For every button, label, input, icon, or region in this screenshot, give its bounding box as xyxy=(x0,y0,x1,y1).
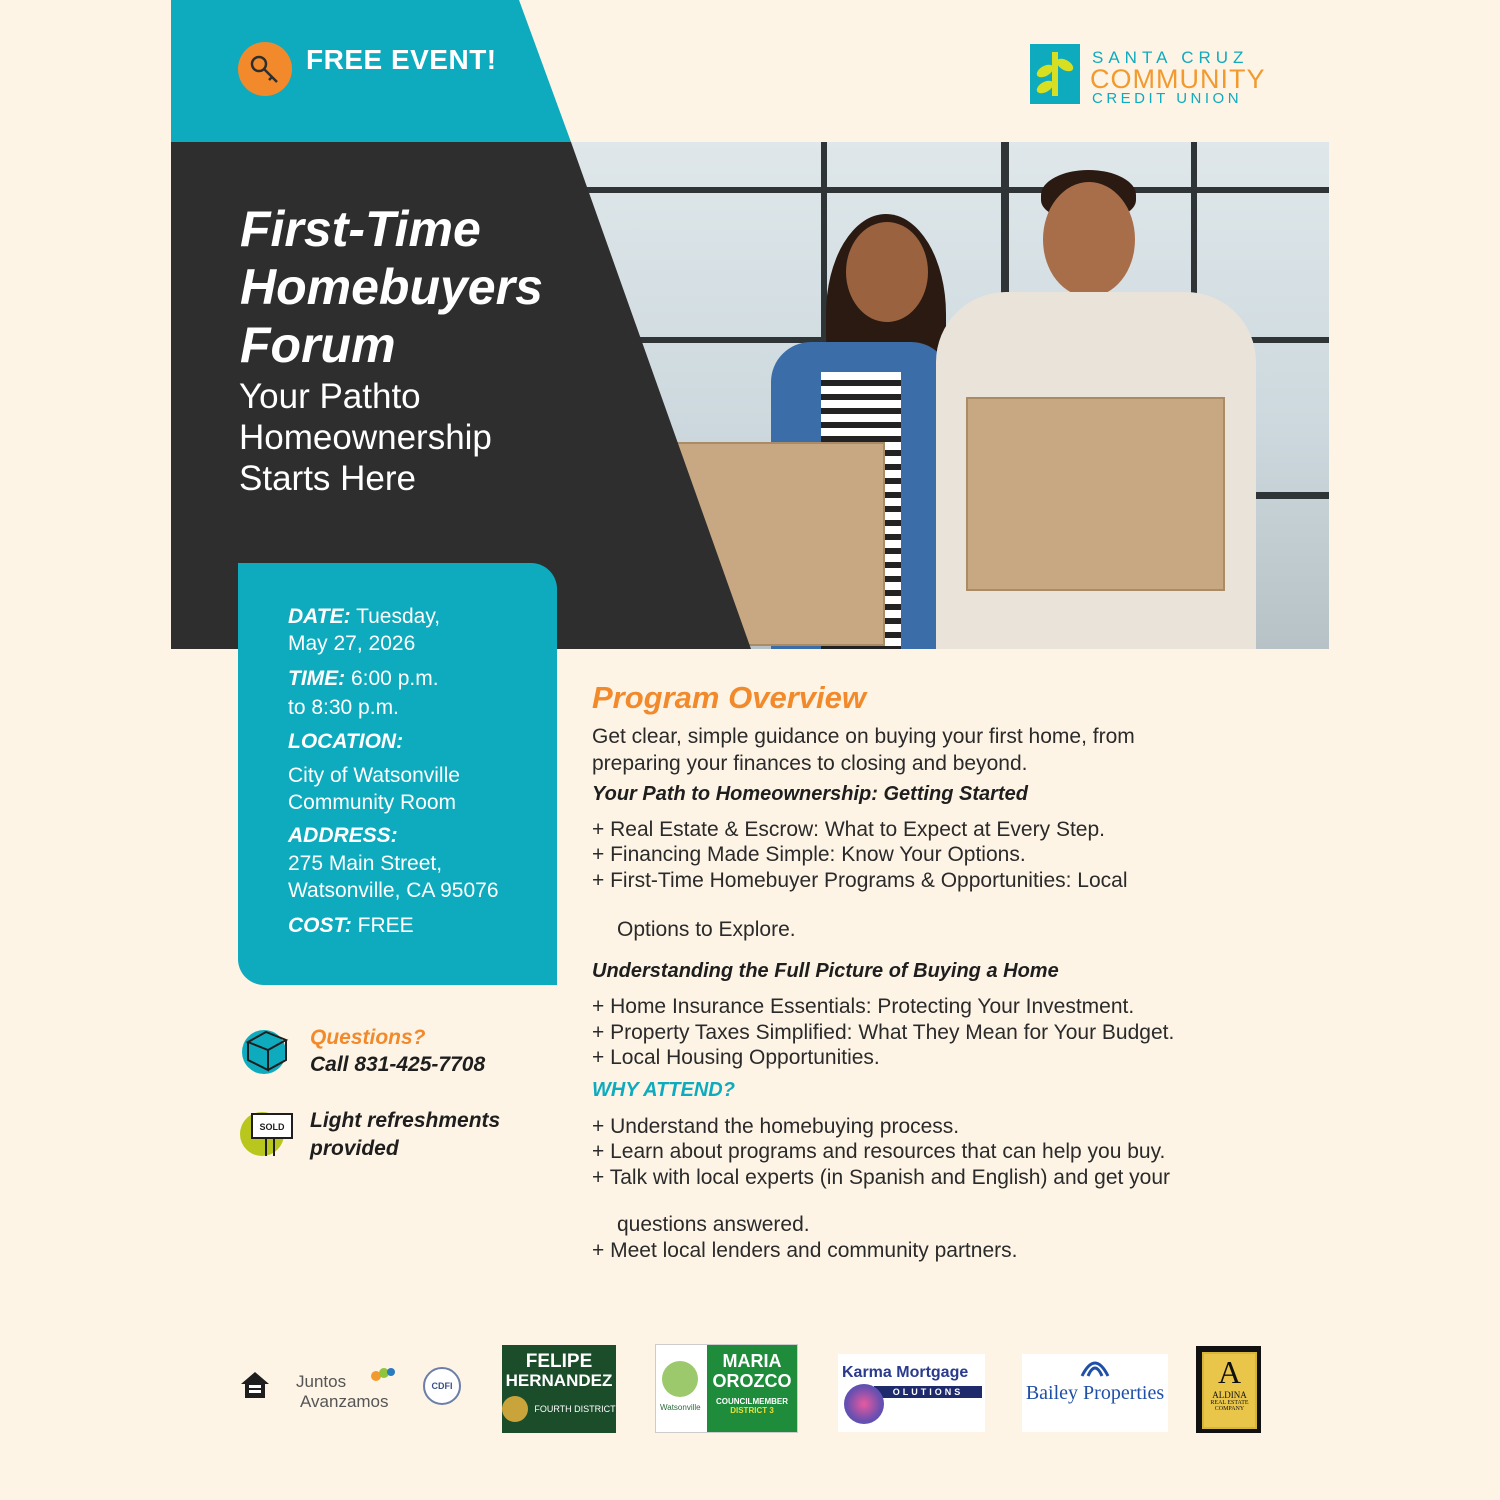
karma-mortgage-sponsor xyxy=(838,1354,985,1432)
karma-text: Karma Mortgage xyxy=(842,1364,969,1381)
maria-district: DISTRICT 3 xyxy=(730,1406,774,1415)
list-item: + First-Time Homebuyer Programs & Opportunities: Local xyxy=(592,869,1128,892)
cdfi-text: CDFI xyxy=(431,1381,453,1391)
list-item: + Home Insurance Essentials: Protecting Your Investment. xyxy=(592,995,1135,1018)
date-label: DATE: xyxy=(288,605,351,628)
credit-union-logo-mark xyxy=(1030,44,1080,104)
sold-sign-text: SOLD xyxy=(259,1122,285,1132)
date-line xyxy=(288,603,440,630)
aldina-company: COMPANY xyxy=(1214,1406,1245,1412)
address-value-2: Watsonville, CA 95076 xyxy=(288,879,499,902)
list-item: + Local Housing Opportunities. xyxy=(592,1046,880,1069)
logo-text-community: COMMUNITY xyxy=(1090,64,1266,94)
date-value: Tuesday, xyxy=(350,605,441,628)
karma-swirl-icon xyxy=(844,1384,884,1424)
aldina-real-estate-sponsor xyxy=(1196,1346,1261,1433)
bailey-properties-sponsor xyxy=(1022,1354,1168,1432)
equal-housing-icon xyxy=(238,1368,272,1407)
subtitle-line1: Your Pathto xyxy=(239,377,421,416)
list-item-continued: Options to Explore. xyxy=(617,918,796,941)
felipe-district: FOURTH DISTRICT xyxy=(534,1404,616,1414)
maria-orozco-sponsor xyxy=(655,1344,798,1433)
event-title-line2: Homebuyers xyxy=(240,259,543,315)
section-getting-started: Your Path to Homeownership: Getting Started xyxy=(592,783,1028,805)
felipe-name-1: FELIPE xyxy=(525,1351,593,1372)
maria-name-2: OROZCO xyxy=(712,1371,792,1391)
juntos-text: Juntos xyxy=(296,1372,347,1391)
subtitle-line2: Homeownership xyxy=(239,418,492,457)
location-label: LOCATION: xyxy=(288,730,404,753)
list-item: + Talk with local experts (in Spanish and English) and get your xyxy=(592,1166,1171,1189)
felipe-hernandez-sponsor xyxy=(502,1345,616,1433)
time-value: 6:00 p.m. xyxy=(345,667,439,690)
aldina-letter: A xyxy=(1217,1354,1242,1390)
subtitle-line3: Starts Here xyxy=(239,459,416,498)
cost-line xyxy=(288,912,414,939)
county-seal-icon xyxy=(502,1396,528,1422)
time-line xyxy=(288,665,439,692)
watsonville-logo-icon xyxy=(662,1361,698,1397)
address-label: ADDRESS: xyxy=(288,824,398,847)
box-icon xyxy=(238,1020,294,1076)
date-value-2: May 27, 2026 xyxy=(288,632,416,655)
why-attend-heading: WHY ATTEND? xyxy=(592,1079,735,1101)
juntos-swirl-icon xyxy=(370,1366,396,1382)
karma-solutions-text: OLUTIONS xyxy=(874,1386,982,1398)
free-event-label: FREE EVENT! xyxy=(306,44,497,75)
list-item: + Real Estate & Escrow: What to Expect at Every Step. xyxy=(592,818,1105,841)
list-item: + Financing Made Simple: Know Your Options. xyxy=(592,843,1026,866)
event-title-line1: First-Time xyxy=(240,201,481,257)
cdfi-logo xyxy=(423,1367,461,1405)
list-item-continued: questions answered. xyxy=(617,1213,810,1236)
bailey-logo-icon xyxy=(1080,1356,1110,1378)
watsonville-text: Watsonville xyxy=(660,1403,701,1412)
logo-text-credit-union: CREDIT UNION xyxy=(1092,90,1243,107)
bailey-text: Bailey Properties xyxy=(1025,1382,1165,1404)
event-title-line3: Forum xyxy=(240,317,396,373)
cost-label: COST: xyxy=(288,914,352,937)
address-value-1: 275 Main Street, xyxy=(288,852,443,875)
list-item: + Property Taxes Simplified: What They Mean for Your Budget. xyxy=(592,1021,1175,1044)
list-item: + Understand the homebuying process. xyxy=(592,1115,960,1138)
event-details-card xyxy=(238,563,557,985)
list-item: + Meet local lenders and community partners. xyxy=(592,1239,1018,1262)
avanzamos-text: Avanzamos xyxy=(300,1392,389,1411)
program-overview-heading: Program Overview xyxy=(592,680,866,715)
program-intro-1: Get clear, simple guidance on buying your first home, from xyxy=(592,725,1135,748)
program-intro-2: preparing your finances to closing and beyond. xyxy=(592,752,1028,775)
maria-title: COUNCILMEMBER xyxy=(716,1397,788,1406)
questions-phone[interactable]: Call 831-425-7708 xyxy=(310,1053,486,1076)
time-value-2: to 8:30 p.m. xyxy=(288,696,399,719)
location-value-2: Community Room xyxy=(288,791,457,814)
refreshments-note: Light refreshments provided xyxy=(310,1109,501,1160)
felipe-name-2: HERNANDEZ xyxy=(505,1371,613,1390)
list-item: + Learn about programs and resources that can help you buy. xyxy=(592,1140,1166,1163)
key-icon xyxy=(238,42,292,96)
logo-text-santa-cruz: SANTA CRUZ xyxy=(1092,48,1249,67)
time-label: TIME: xyxy=(288,667,346,690)
aldina-name: ALDINA xyxy=(1212,1390,1247,1400)
aldina-real-estate: REAL ESTATE xyxy=(1210,1400,1249,1406)
cost-value: FREE xyxy=(351,914,414,937)
section-full-picture: Understanding the Full Picture of Buying a Home xyxy=(592,960,1059,982)
questions-label: Questions? xyxy=(310,1026,426,1049)
location-value-1: City of Watsonville xyxy=(288,764,460,787)
sold-sign-icon xyxy=(238,1110,294,1160)
maria-name-1: MARIA xyxy=(722,1351,782,1371)
